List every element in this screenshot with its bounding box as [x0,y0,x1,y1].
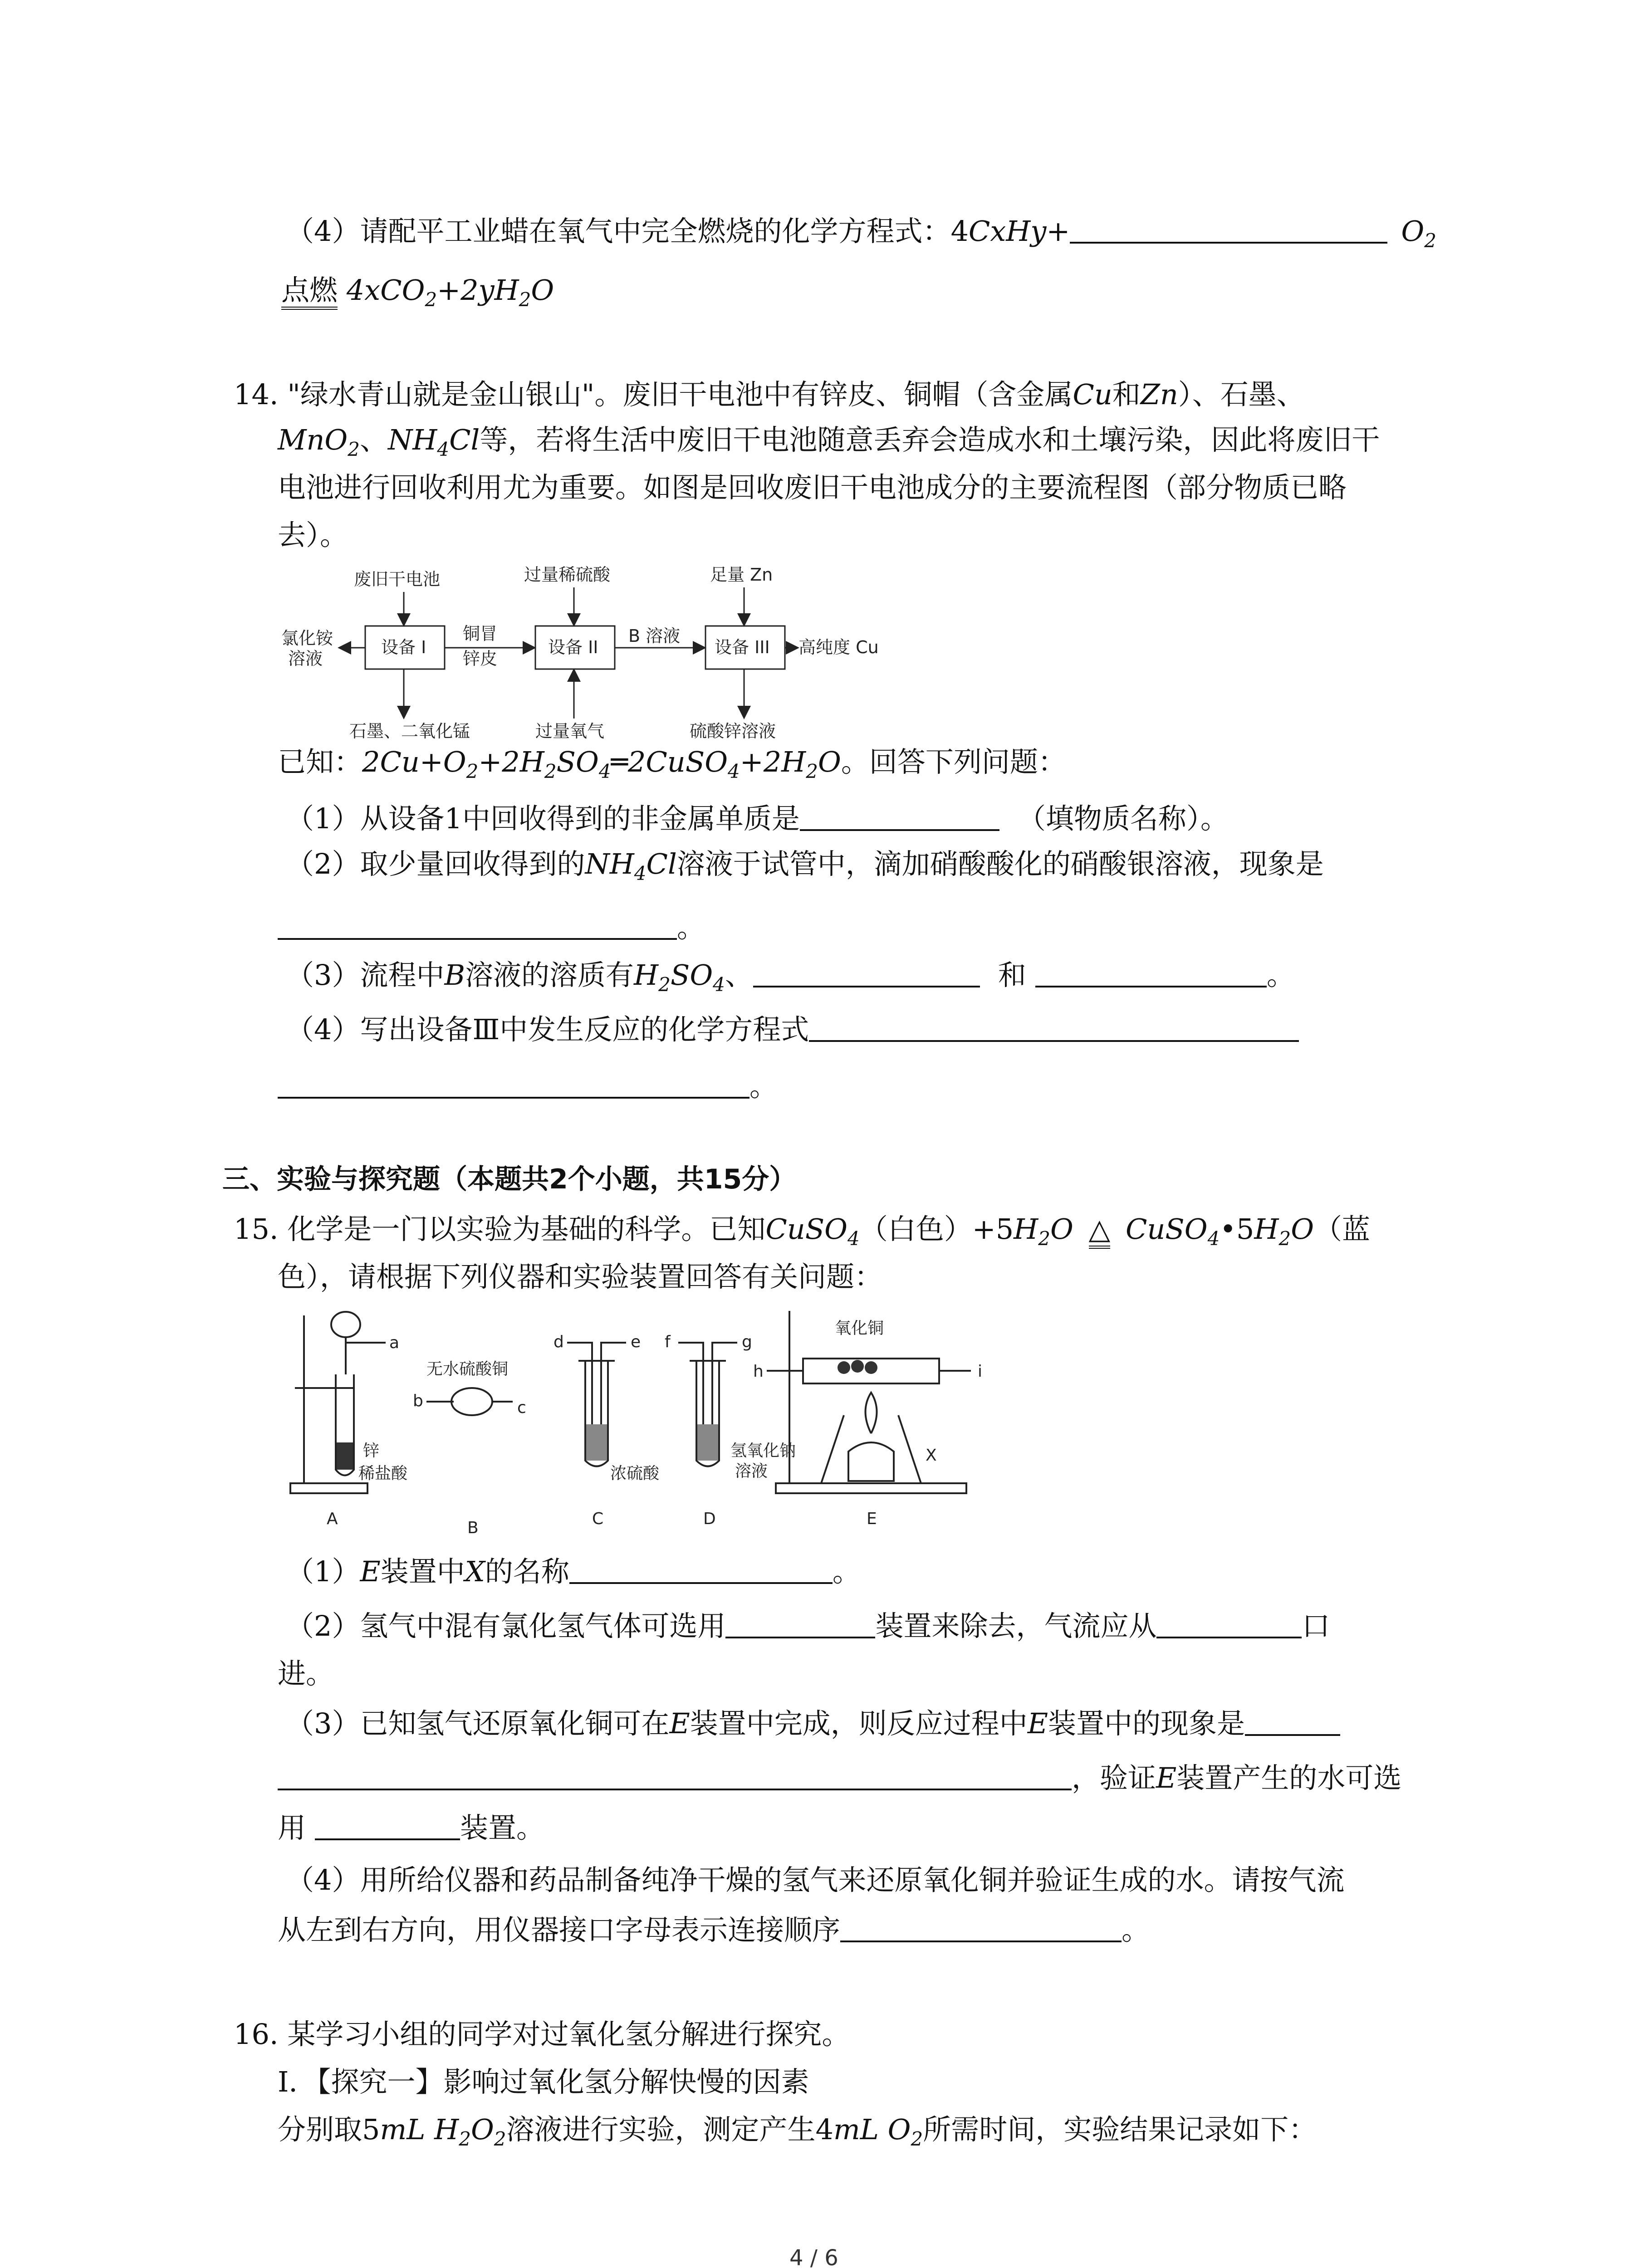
port-a: a [389,1334,400,1352]
q15-part1: （1）E装置中X的名称 。 [286,1555,861,1588]
formula-products: $4xCO_2+2yH_2O$ [346,274,554,311]
answer-blank[interactable] [315,1811,460,1840]
formula-cxhy: CxHy [968,215,1047,248]
answer-blank[interactable] [1156,1609,1302,1638]
answer-blank[interactable] [278,1070,749,1099]
flow-top2: 过量稀硫酸 [524,565,611,585]
answer-blank[interactable] [840,1913,1122,1942]
answer-blank[interactable] [1070,215,1387,244]
flow-bot2: 过量氧气 [535,721,605,741]
q14-part4: （4）写出设备Ⅲ中发生反应的化学方程式 [286,1012,1299,1048]
q14-line1: 14. "绿水青山就是金山银山"。废旧干电池中有锌皮、铜帽（含金属Cu和Zn）、石墨、 [234,378,1305,411]
q13-part4-prefix: （4）请配平工业蜡在氧气中完全燃烧的化学方程式：4 [286,215,969,248]
answer-blank[interactable] [569,1555,833,1584]
flow-mid23: B 溶液 [628,626,681,646]
heat-symbol: △ [1089,1212,1111,1249]
q13-part4-line1: （4）请配平工业蜡在氧气中完全燃烧的化学方程式：4CxHy+ $O_2$ [286,215,1436,252]
q14-part1: （1）从设备1中回收得到的非金属单质是 （填物质名称）。 [286,802,1229,835]
flow-left-1: 氯化铵 [281,628,333,648]
q14-part2-blank-line: 。 [278,909,705,946]
answer-blank[interactable] [278,1761,1072,1790]
q14-line2: MnO$_2$、$NH_4Cl$等，若将生活中废旧干电池随意丢弃会造成水和土壤污染，因此将废旧干 [278,423,1380,460]
recycling-flowchart [272,562,930,753]
flow-top3: 足量 Zn [710,565,773,585]
flow-dev3-label: 设备 III [715,637,770,657]
q14-line3: 电池进行回收利用尤为重要。如图是回收废旧干电池成分的主要流程图（部分物质已略 [278,471,1347,504]
flow-mid12-1: 铜冒 [463,624,498,644]
label-A: A [327,1510,338,1528]
label-D: D [703,1510,716,1528]
port-b: b [413,1392,423,1410]
q15-part2-line2: 进。 [278,1657,334,1690]
q15-line2: 色），请根据下列仪器和实验装置回答有关问题： [278,1260,883,1293]
label-naoh-2: 溶液 [735,1462,768,1481]
q15-line1: 15. 化学是一门以实验为基础的科学。已知CuSO$_4$（白色）$+5H_2O$ △ $CuSO_4•5H_2O$（蓝 [234,1212,1371,1250]
port-h: h [753,1362,764,1381]
port-c: c [517,1398,526,1417]
q14-part3: （3）流程中B溶液的溶质有$H_2SO_4$、 和 。 [286,958,1295,996]
label-zn: 锌 [363,1442,380,1460]
q16-line2: Ⅰ．【探究一】影响过氧化氢分解快慢的因素 [278,2065,809,2098]
flow-top1: 废旧干电池 [354,569,441,589]
answer-blank[interactable] [800,802,999,831]
flow-left-2: 溶液 [288,649,323,669]
port-d: d [554,1333,564,1351]
label-naoh-1: 氢氧化钠 [730,1442,796,1460]
label-B: B [467,1519,479,1537]
label-E: E [867,1510,877,1528]
q14-part4-blank-line: 。 [278,1068,778,1105]
q14-line4: 去）。 [278,518,348,552]
label-cuso4: 无水硫酸铜 [426,1360,509,1378]
question-number: 16. [234,2018,279,2051]
flow-mid12-2: 锌皮 [463,649,498,669]
answer-blank[interactable] [1035,958,1267,987]
section-heading: 三、实验与探究题（本题共2个小题，共15分） [222,1163,797,1195]
label-X: X [926,1446,937,1465]
q15-part4-line1: （4）用所给仪器和药品制备纯净干燥的氢气来还原氧化铜并验证生成的水。请按气流 [286,1863,1345,1897]
label-h2so4: 浓硫酸 [610,1464,660,1483]
flow-dev1-label: 设备 I [381,637,426,657]
answer-blank[interactable] [725,1609,875,1638]
port-e: e [631,1333,641,1351]
q13-part4-line2 [281,272,554,318]
flow-bot1: 石墨、二氧化锰 [349,721,470,741]
page-number: 4 / 6 [789,2245,838,2268]
q15-part3: （3）已知氢气还原氧化铜可在E装置中完成，则反应过程中E装置中的现象是 [286,1706,1340,1742]
label-hcl: 稀盐酸 [358,1464,408,1483]
label-cuo: 氧化铜 [835,1319,884,1338]
label-C: C [592,1510,604,1528]
port-g: g [742,1333,752,1351]
question-number: 15. [234,1212,279,1246]
answer-blank[interactable] [1245,1707,1340,1736]
q15-part3-line3: 用 装置。 [278,1811,545,1844]
answer-blank[interactable] [809,1013,1299,1042]
port-i: i [978,1362,983,1381]
q16-line1: 16. 某学习小组的同学对过氧化氢分解进行探究。 [234,2018,850,2051]
q16-line3: 分别取5mL $H_2O_2$溶液进行实验，测定产生4mL $O_2$所需时间，实验结果记录如下： [278,2113,1317,2150]
q14-known: 已知：$2Cu+O_2+2H_2SO_4═2CuSO_4+2H_2O$。回答下列问题： [278,745,1066,782]
flow-dev2-label: 设备 II [548,637,598,657]
question-number: 14. [234,378,279,411]
answer-blank[interactable] [278,911,677,940]
q15-part3-line2: ，验证E装置产生的水可选 [278,1760,1401,1796]
q15-part4-line2: 从左到右方向，用仪器接口字母表示连接顺序 。 [278,1913,1150,1946]
formula-o2: $O_2$ [1401,215,1436,252]
apparatus-figure [277,1306,1112,1542]
answer-blank[interactable] [753,958,980,987]
q14-part2: （2）取少量回收得到的$NH_4Cl$溶液于试管中，滴加硝酸酸化的硝酸银溶液，现象是 [286,847,1324,885]
ignite-condition: 点燃 [281,274,338,310]
flow-bot3: 硫酸锌溶液 [690,721,776,741]
port-f: f [665,1333,671,1351]
q15-part2: （2）氢气中混有氯化氢气体可选用 装置来除去，气流应从 口 [286,1609,1330,1642]
flow-right: 高纯度 Cu [798,637,879,657]
